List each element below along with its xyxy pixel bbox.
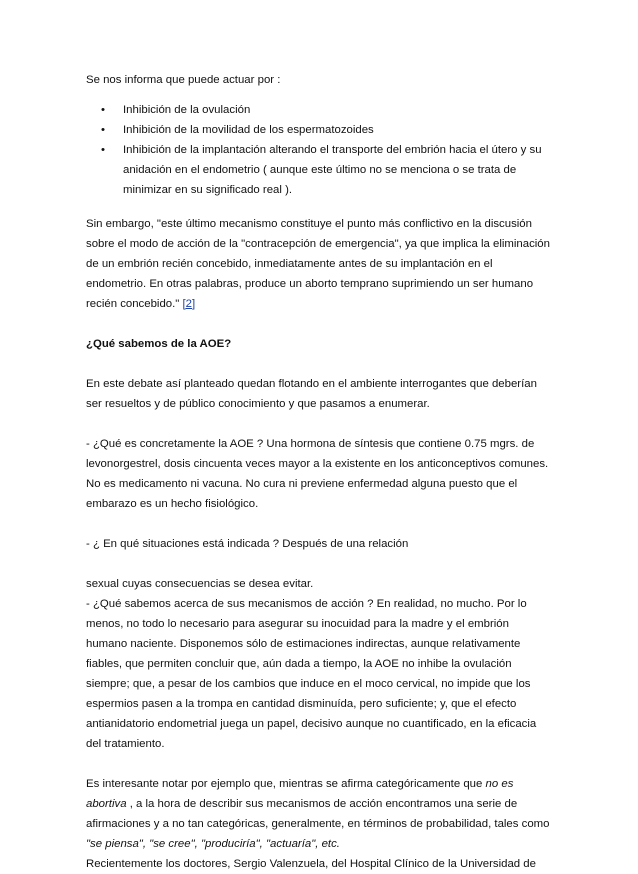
section-heading: ¿Qué sabemos de la AOE? <box>86 338 232 350</box>
italic-text: no es abortiva <box>86 778 514 810</box>
list-item <box>86 120 552 140</box>
paragraph-text: , a la hora de describir sus mecanismos de acción encontramos una serie de afirmaciones y a no tan categóricas, generalmente, en términos de probabilidad, tales como <box>86 798 550 830</box>
paragraph-que-es <box>86 434 552 514</box>
paragraph-text: sexual cuyas consecuencias se desea evitar. <box>86 578 314 590</box>
footnote-link[interactable]: [2] <box>182 298 196 310</box>
paragraph-text: - ¿Qué es concretamente la AOE ? Una hormona de síntesis que contiene 0.75 mgrs. de levonorgestrel, dosis cincuenta veces mayor a la existente en los anticonceptivos comunes. <box>86 438 549 470</box>
mechanisms-list <box>86 100 552 200</box>
paragraph-text: Sin embargo, "este último mecanismo constituye el punto más conflictivo en la discusión sobre el modo de acción de la "contracepción de emergencia", ya que implica la eliminación de un embrión recién concebido, inmediatamente antes de su implantación en el endometrio. En otras palabras, produce un aborto temprano suprimiendo un ser humano recién concebido." <box>86 218 550 310</box>
italic-text: "se piensa", "se cree", "produciría", "actuaría", etc. <box>86 838 340 850</box>
list-item-text: Inhibición de la ovulación <box>123 104 251 116</box>
paragraph-text: - ¿Qué sabemos acerca de sus mecanismos de acción ? En realidad, no mucho. Por lo menos, no todo lo necesario para asegurar su inocuidad para la madre y el embrión humano naciente. Disponemos sólo de estimaciones indirectas, aunque relativamente fiables, que permiten concluir que, aún dada a tiempo, la AOE no inhibe la ovulación siempre; que, a pesar de los cambios que induce en el moco cervical, no impide que los espermios pasen a la trompa en cantidad disminuída, pero suficiente; y, que el efecto antianidatorio endometrial juega un papel, decisivo aunque no cuantificado, en la eficacia del tratamiento. <box>86 598 537 750</box>
list-item <box>86 100 552 120</box>
paragraph-debate: En este debate así planteado quedan flotando en el ambiente interrogantes que deberían ser resueltos y de público conocimiento y que pasamos a enumerar. <box>86 378 537 410</box>
document-page <box>86 70 552 874</box>
paragraph-text: No es medicamento ni vacuna. No cura ni previene enfermedad alguna puesto que el embarazo es un hecho fisiológico. <box>86 478 518 510</box>
paragraph-mecanismos <box>86 574 552 754</box>
paragraph-text: Recientemente los doctores, Sergio Valenzuela, del Hospital Clínico de la Universidad de <box>86 858 536 870</box>
intro-text: Se nos informa que puede actuar por : <box>86 74 281 86</box>
paragraph-interesante <box>86 774 552 874</box>
list-item-text: Inhibición de la implantación alterando el transporte del embrión hacia el útero y su anidación en el endometrio ( aunque este último no se menciona o se trata de minimizar en su significado real ). <box>123 144 542 196</box>
paragraph-indicada: - ¿ En qué situaciones está indicada ? Después de una relación <box>86 538 409 550</box>
list-item-text: Inhibición de la movilidad de los espermatozoides <box>123 124 374 136</box>
list-item <box>86 140 552 200</box>
bullet-icon: • <box>101 144 105 156</box>
paragraph-sin-embargo <box>86 214 552 314</box>
bullet-icon: • <box>101 104 105 116</box>
bullet-icon: • <box>101 124 105 136</box>
paragraph-text: Es interesante notar por ejemplo que, mientras se afirma categóricamente que <box>86 778 486 790</box>
